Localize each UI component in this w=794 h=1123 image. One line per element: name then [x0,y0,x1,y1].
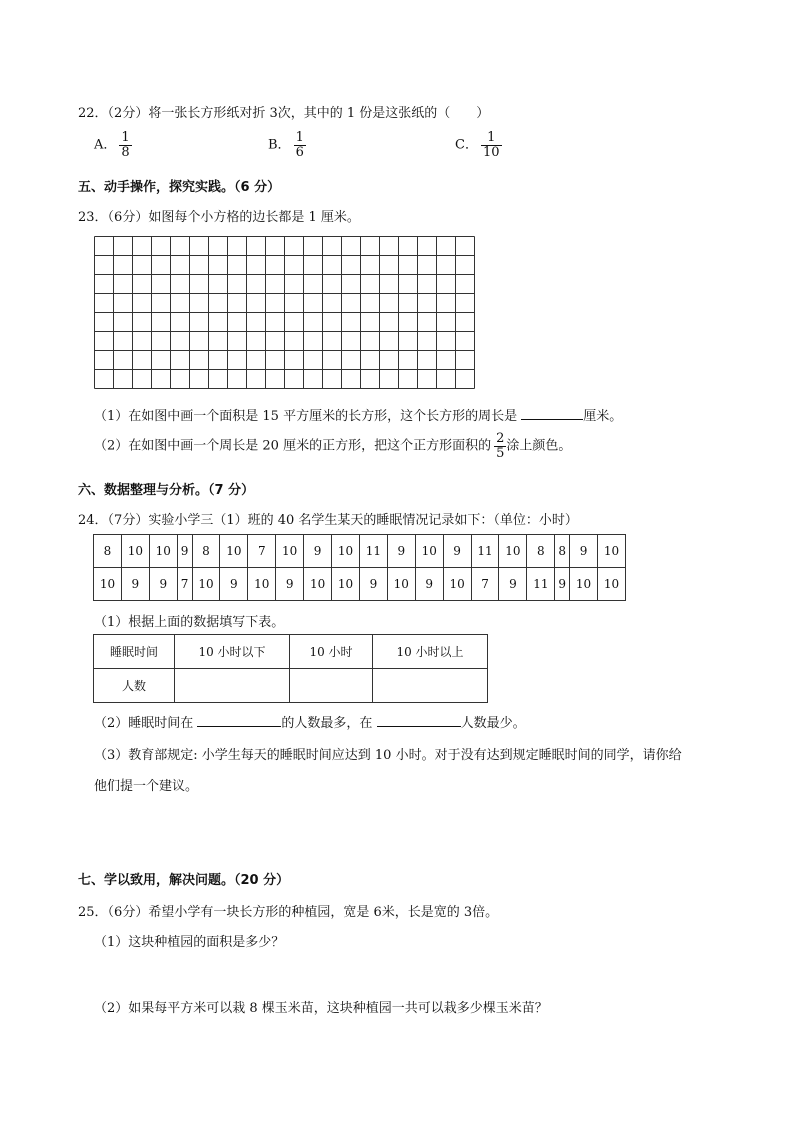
data-cell: 8 [192,535,220,568]
q23-sub2-text: （2）在如图中画一个周长是 20 厘米的正方形，把这个正方形面积的 [94,438,492,454]
data-cell: 9 [555,568,570,601]
data-cell: 9 [387,535,415,568]
q24-sub3-line2: 他们提一个建议。 [94,779,199,794]
q24-sub2-text-c: 人数最少。 [460,716,526,731]
data-cell: 8 [94,535,122,568]
data-cell: 9 [121,568,149,601]
tally-header-cell: 睡眠时间 [94,635,175,669]
q23-sub1-unit: 厘米。 [583,409,623,424]
data-cell: 11 [471,535,499,568]
section7-title: 七、学以致用，解决问题。（20 分） [78,873,290,888]
data-cell: 9 [570,535,598,568]
sleep-data-table [93,534,626,601]
q22-option-a[interactable] [94,131,132,159]
q23-sub2 [94,432,571,460]
square-grid[interactable] [94,236,514,389]
data-cell: 11 [527,568,555,601]
tally-header-cell: 10 小时以上 [373,635,488,669]
data-cell: 10 [192,568,220,601]
q22-stem: 22．（2分）将一张长方形纸对折 3次，其中的 1 份是这张纸的（ ） [78,106,490,121]
data-cell: 9 [220,568,248,601]
data-cell: 10 [415,535,443,568]
tally-header-cell: 10 小时以下 [175,635,290,669]
tally-answer-cell[interactable] [175,669,290,703]
tally-table [93,634,488,703]
q25-stem: 25．（6分）希望小学有一块长方形的种植园，宽是 6米，长是宽的 3倍。 [78,905,499,920]
data-cell: 7 [177,568,192,601]
data-cell: 9 [443,535,471,568]
data-cell: 9 [499,568,527,601]
data-cell: 10 [443,568,471,601]
q22-option-b[interactable] [268,131,306,159]
data-cell: 8 [555,535,570,568]
option-a-fraction: $\frac{1}{8}$ [121,130,130,160]
data-cell: 10 [121,535,149,568]
data-cell: 10 [276,535,304,568]
q23-sub1 [94,405,622,424]
q24-stem: 24．（7分）实验小学三（1）班的 40 名学生某天的睡眠情况记录如下：（单位：小时） [78,513,578,528]
data-row [94,535,626,568]
q23-sub1-text: （1）在如图中画一个面积是 15 平方厘米的长方形，这个长方形的周长是 [94,409,518,424]
q22-option-c[interactable] [455,131,502,159]
tally-answer-cell[interactable] [373,669,488,703]
q25-sub1: （1）这块种植园的面积是多少？ [94,935,285,950]
section5-title: 五、动手操作，探究实践。（6 分） [78,180,281,195]
tally-row-label: 人数 [94,669,175,703]
data-cell: 10 [304,568,332,601]
q24-sub2-blank-least[interactable] [377,714,461,727]
q23-sub1-blank[interactable] [521,407,583,420]
q23-stem: 23．（6分）如图每个小方格的边长都是 1 厘米。 [78,210,360,225]
option-c-fraction: $\frac{1}{10}$ [482,130,500,160]
tally-header-cell: 10 小时 [290,635,373,669]
q24-sub1: （1）根据上面的数据填写下表。 [94,615,285,630]
data-cell: 10 [387,568,415,601]
data-cell: 7 [248,535,276,568]
data-cell: 10 [332,535,360,568]
data-cell: 10 [499,535,527,568]
data-cell: 9 [359,568,387,601]
tally-answer-cell[interactable] [290,669,373,703]
q25-sub2: （2）如果每平方米可以栽 8 棵玉米苗，这块种植园一共可以栽多少棵玉米苗？ [94,1001,548,1016]
q23-sub2-fraction: $\frac{2}{5}$ [496,431,505,461]
section6-title: 六、数据整理与分析。（7 分） [78,483,255,498]
q24-sub2-text-b: 的人数最多，在 [281,716,373,731]
q24-sub2-text-a: （2）睡眠时间在 [94,716,194,731]
q24-sub2-blank-most[interactable] [197,714,281,727]
option-b-fraction: $\frac{1}{6}$ [295,130,304,160]
q24-sub3-line1: （3）教育部规定: 小学生每天的睡眠时间应达到 10 小时。对于没有达到规定睡眠时间的同学，请你给 [94,748,682,763]
data-cell: 10 [220,535,248,568]
data-cell: 7 [471,568,499,601]
q24-sub2 [94,712,526,731]
data-cell: 9 [149,568,177,601]
data-cell: 10 [94,568,122,601]
data-cell: 9 [304,535,332,568]
data-cell: 8 [527,535,555,568]
data-cell: 10 [598,535,626,568]
option-b-label: B． [268,137,291,153]
data-cell: 10 [149,535,177,568]
option-a-label: A． [94,137,117,153]
data-cell: 9 [276,568,304,601]
data-cell: 10 [570,568,598,601]
data-cell: 11 [359,535,387,568]
data-cell: 9 [415,568,443,601]
data-row [94,568,626,601]
data-cell: 9 [177,535,192,568]
data-cell: 10 [332,568,360,601]
data-cell: 10 [248,568,276,601]
option-c-label: C． [455,137,478,153]
data-cell: 10 [598,568,626,601]
q23-sub2-tail: 涂上颜色。 [506,438,572,454]
